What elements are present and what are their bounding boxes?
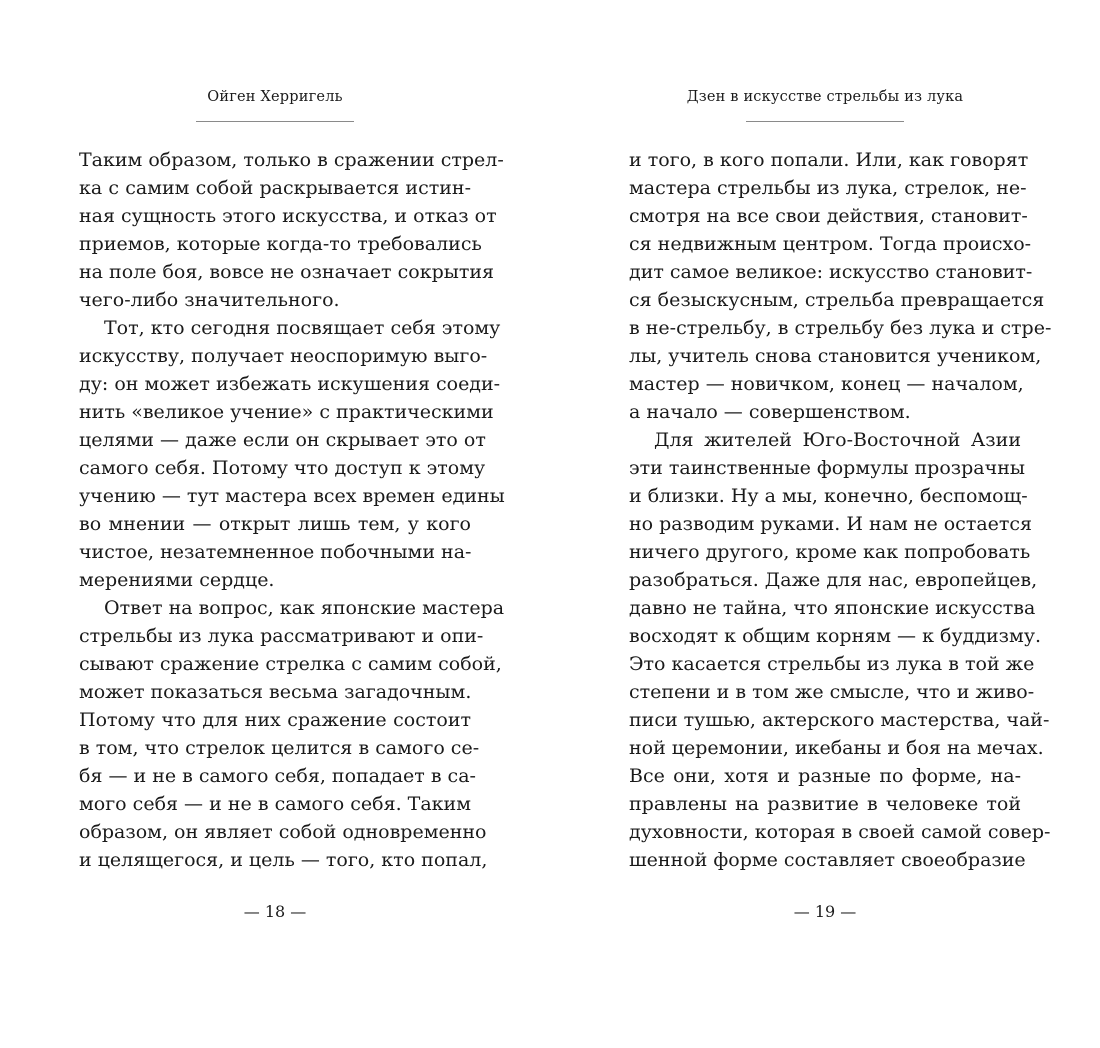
page-number: — 18 — bbox=[243, 902, 307, 921]
text-line: степени и в том же смысле, что и живо- bbox=[629, 681, 1035, 703]
text-line: мастера стрельбы из лука, стрелок, не- bbox=[629, 177, 1027, 199]
page-number: — 19 — bbox=[793, 902, 857, 921]
text-line: искусству, получает неоспоримую выго- bbox=[79, 345, 488, 367]
text-line: правлены на развитие в человеке той bbox=[629, 793, 1021, 815]
text-line: может показаться весьма загадочным. bbox=[79, 681, 472, 703]
text-line: Тот, кто сегодня посвящает себя этому bbox=[104, 317, 501, 339]
text-line: бя — и не в самого себя, попадает в са- bbox=[79, 765, 476, 787]
running-head-author: Ойген Херригель bbox=[207, 89, 343, 105]
text-line: ду: он может избежать искушения соеди- bbox=[79, 373, 501, 395]
running-head-rule bbox=[196, 121, 354, 122]
text-line: эти таинственные формулы прозрачны bbox=[629, 457, 1025, 479]
running-head-rule bbox=[746, 121, 904, 122]
text-line: Таким образом, только в сражении стрел- bbox=[79, 149, 504, 171]
text-line: Потому что для них сражение состоит bbox=[79, 709, 471, 731]
left-page bbox=[79, 0, 505, 1048]
text-line: чистое, незатемненное побочными на- bbox=[79, 541, 472, 563]
text-line: Для жителей Юго-Восточной Азии bbox=[654, 429, 1021, 451]
text-line: а начало — совершенством. bbox=[629, 401, 911, 423]
text-line: ная сущность этого искусства, и отказ от bbox=[79, 205, 497, 227]
text-line: учению — тут мастера всех времен едины bbox=[79, 485, 505, 507]
text-line: давно не тайна, что японские искусства bbox=[629, 597, 1036, 619]
text-line: ся безыскусным, стрельба превращается bbox=[629, 289, 1045, 311]
text-line: ка с самим собой раскрывается истин- bbox=[79, 177, 471, 199]
text-line: в том, что стрелок целится в самого се- bbox=[79, 737, 480, 759]
text-line: самого себя. Потому что доступ к этому bbox=[79, 457, 486, 479]
text-line: на поле боя, вовсе не означает сокрытия bbox=[79, 261, 495, 283]
right-page-text bbox=[629, 146, 1052, 874]
right-page bbox=[629, 0, 1052, 1048]
text-line: смотря на все свои действия, становит- bbox=[629, 205, 1028, 227]
text-line: приемов, которые когда-то требовались bbox=[79, 233, 482, 255]
text-line: Ответ на вопрос, как японские мастера bbox=[104, 597, 505, 619]
text-line: образом, он являет собой одновременно bbox=[79, 821, 487, 843]
text-line: ной церемонии, икебаны и боя на мечах. bbox=[629, 737, 1044, 759]
text-line: духовности, которая в своей самой совер- bbox=[629, 821, 1051, 843]
text-line: нить «великое учение» с практическими bbox=[79, 401, 494, 423]
left-page-text bbox=[79, 146, 505, 874]
text-line: дит самое великое: искусство становит- bbox=[629, 261, 1033, 283]
text-line: стрельбы из лука рассматривают и опи- bbox=[79, 625, 484, 647]
text-line: Это касается стрельбы из лука в той же bbox=[629, 653, 1035, 675]
text-line: писи тушью, актерского мастерства, чай- bbox=[629, 709, 1050, 731]
text-line: во мнении — открыт лишь тем, у кого bbox=[79, 513, 471, 535]
text-line: и того, в кого попали. Или, как говорят bbox=[629, 149, 1029, 171]
text-line: лы, учитель снова становится учеником, bbox=[629, 345, 1042, 367]
text-line: целями — даже если он скрывает это от bbox=[79, 429, 486, 451]
text-line: мерениями сердце. bbox=[79, 569, 275, 591]
text-line: ся недвижным центром. Тогда происхо- bbox=[629, 233, 1032, 255]
text-line: Все они, хотя и разные по форме, на- bbox=[629, 765, 1021, 787]
text-line: и целящегося, и цель — того, кто попал, bbox=[79, 849, 488, 871]
text-line: восходят к общим корням — к буддизму. bbox=[629, 625, 1042, 647]
text-line: но разводим руками. И нам не остается bbox=[629, 513, 1033, 535]
text-line: ничего другого, кроме как попробовать bbox=[629, 541, 1031, 563]
running-head-title: Дзен в искусстве стрельбы из лука bbox=[686, 89, 964, 105]
text-line: в не-стрельбу, в стрельбу без лука и стре- bbox=[629, 317, 1052, 339]
text-line: и близки. Ну а мы, конечно, беспомощ- bbox=[629, 485, 1028, 507]
text-line: чего-либо значительного. bbox=[79, 289, 340, 311]
text-line: разобраться. Даже для нас, европейцев, bbox=[629, 569, 1038, 591]
text-line: мого себя — и не в самого себя. Таким bbox=[79, 793, 471, 815]
text-line: шенной форме составляет своеобразие bbox=[629, 849, 1026, 871]
text-line: сывают сражение стрелка с самим собой, bbox=[79, 653, 502, 675]
text-line: мастер — новичком, конец — началом, bbox=[629, 373, 1024, 395]
